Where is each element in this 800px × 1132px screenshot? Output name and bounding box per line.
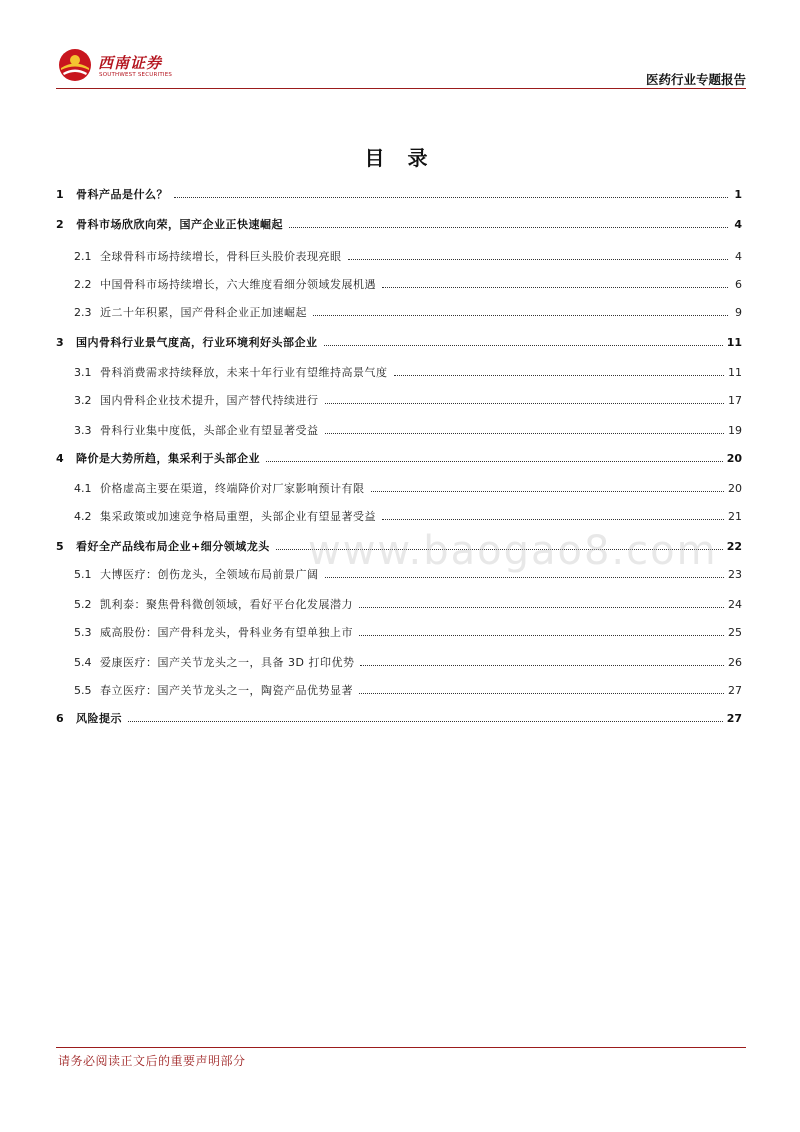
footer-disclaimer: 请务必阅读正文后的重要声明部分 — [58, 1054, 246, 1068]
header-divider — [56, 88, 746, 89]
toc-entry-page-number: 20 — [728, 482, 742, 495]
toc-dot-leader — [348, 259, 729, 260]
toc-entry-title: 中国骨科市场持续增长，六大维度看细分领域发展机遇 — [100, 278, 376, 291]
toc-heading: 目 录 — [364, 146, 436, 170]
toc-entry-page-number: 17 — [728, 394, 742, 407]
toc-entry-title: 骨科行业集中度低，头部企业有望显著受益 — [100, 424, 319, 437]
toc-entry-page-number: 19 — [728, 424, 742, 437]
toc-dot-leader — [360, 665, 724, 666]
toc-entry-page-number: 4 — [734, 218, 742, 231]
toc-entry-number: 2.2 — [74, 278, 92, 291]
toc-entry-number: 5.1 — [74, 568, 92, 581]
toc-dot-leader — [174, 197, 728, 198]
toc-dot-leader — [313, 315, 728, 316]
toc-entry-2-3[interactable] — [56, 304, 742, 324]
toc-entry-page-number: 11 — [728, 366, 742, 379]
toc-entry-title: 凯利泰：聚焦骨科微创领域，看好平台化发展潜力 — [100, 598, 353, 611]
toc-dot-leader — [325, 577, 725, 578]
toc-dot-leader — [371, 491, 725, 492]
toc-dot-leader — [266, 461, 723, 462]
toc-entry-2-2[interactable] — [56, 276, 742, 296]
toc-entry-title: 骨科市场欣欣向荣，国产企业正快速崛起 — [76, 218, 283, 231]
toc-entry-title: 全球骨科市场持续增长，骨科巨头股价表现亮眼 — [100, 250, 342, 263]
toc-dot-leader — [325, 403, 725, 404]
toc-dot-leader — [359, 607, 724, 608]
footer-divider — [56, 1047, 746, 1048]
toc-dot-leader — [359, 693, 724, 694]
toc-entry-page-number: 23 — [728, 568, 742, 581]
toc-entry-title: 降价是大势所趋，集采利于头部企业 — [76, 452, 260, 465]
toc-entry-3[interactable] — [56, 334, 742, 354]
toc-entry-page-number: 24 — [728, 598, 742, 611]
toc-entry-page-number: 1 — [734, 188, 742, 201]
logo-sun-icon — [58, 48, 92, 82]
company-logo — [58, 44, 218, 84]
toc-entry-2[interactable] — [56, 216, 742, 236]
toc-entry-6[interactable] — [56, 710, 742, 730]
toc-entry-4-1[interactable] — [56, 480, 742, 500]
toc-entry-page-number: 21 — [728, 510, 742, 523]
logo-english-name: SOUTHWEST SECURITIES — [99, 72, 173, 78]
toc-entry-number: 5.5 — [74, 684, 92, 697]
toc-entry-number: 2 — [56, 218, 64, 231]
toc-entry-page-number: 11 — [726, 336, 742, 349]
toc-entry-number: 4.2 — [74, 510, 92, 523]
report-type-title: 医药行业专题报告 — [645, 72, 746, 87]
toc-entry-title: 威高股份：国产骨科龙头，骨科业务有望单独上市 — [100, 626, 353, 639]
toc-entry-4[interactable] — [56, 450, 742, 470]
toc-entry-title: 集采政策或加速竞争格局重塑，头部企业有望显著受益 — [100, 510, 376, 523]
toc-entry-title: 价格虚高主要在渠道，终端降价对厂家影响预计有限 — [100, 482, 365, 495]
toc-entry-5-5[interactable] — [56, 682, 742, 702]
toc-entry-number: 3.2 — [74, 394, 92, 407]
toc-dot-leader — [394, 375, 725, 376]
toc-entry-number: 5.2 — [74, 598, 92, 611]
toc-dot-leader — [289, 227, 728, 228]
toc-entry-3-3[interactable] — [56, 422, 742, 442]
toc-entry-page-number: 22 — [726, 540, 742, 553]
toc-entry-title: 骨科产品是什么？ — [76, 188, 168, 201]
toc-entry-title: 骨科消费需求持续释放，未来十年行业有望维持高景气度 — [100, 366, 388, 379]
toc-entry-1[interactable] — [56, 186, 742, 206]
toc-dot-leader — [359, 635, 724, 636]
toc-entry-number: 2.1 — [74, 250, 92, 263]
toc-dot-leader — [382, 519, 724, 520]
toc-dot-leader — [382, 287, 728, 288]
toc-entry-number: 6 — [56, 712, 64, 725]
toc-entry-title: 看好全产品线布局企业+细分领域龙头 — [76, 540, 270, 553]
toc-entry-5-3[interactable] — [56, 624, 742, 644]
toc-entry-page-number: 9 — [735, 306, 742, 319]
toc-entry-page-number: 4 — [735, 250, 742, 263]
toc-dot-leader — [128, 721, 723, 722]
toc-entry-title: 大博医疗：创伤龙头，全领域布局前景广阔 — [100, 568, 319, 581]
toc-entry-number: 4 — [56, 452, 64, 465]
toc-entry-title: 春立医疗：国产关节龙头之一，陶瓷产品优势显著 — [100, 684, 353, 697]
toc-dot-leader — [325, 433, 725, 434]
toc-entry-2-1[interactable] — [56, 248, 742, 268]
toc-entry-number: 5.3 — [74, 626, 92, 639]
toc-dot-leader — [324, 345, 723, 346]
toc-entry-5-4[interactable] — [56, 654, 742, 674]
toc-entry-number: 1 — [56, 188, 64, 201]
toc-entry-3-1[interactable] — [56, 364, 742, 384]
toc-entry-number: 5 — [56, 540, 64, 553]
toc-entry-number: 2.3 — [74, 306, 92, 319]
toc-entry-title: 近二十年积累，国产骨科企业正加速崛起 — [100, 306, 307, 319]
toc-entry-title: 国内骨科行业景气度高，行业环境利好头部企业 — [76, 336, 318, 349]
toc-entry-number: 3.3 — [74, 424, 92, 437]
toc-entry-title: 爱康医疗：国产关节龙头之一，具备 3D 打印优势 — [100, 656, 355, 669]
toc-entry-number: 3 — [56, 336, 64, 349]
toc-entry-number: 3.1 — [74, 366, 92, 379]
page-header — [56, 42, 746, 90]
toc-entry-page-number: 20 — [726, 452, 742, 465]
toc-entry-page-number: 26 — [728, 656, 742, 669]
watermark: www.baogao8.com — [308, 528, 718, 574]
toc-entry-title: 国内骨科企业技术提升，国产替代持续进行 — [100, 394, 319, 407]
toc-entry-page-number: 27 — [726, 712, 742, 725]
toc-entry-3-2[interactable] — [56, 392, 742, 412]
toc-entry-number: 4.1 — [74, 482, 92, 495]
toc-entry-4-2[interactable] — [56, 508, 742, 528]
toc-entry-page-number: 6 — [735, 278, 742, 291]
toc-entry-page-number: 25 — [728, 626, 742, 639]
toc-entry-5-2[interactable] — [56, 596, 742, 616]
toc-entry-number: 5.4 — [74, 656, 92, 669]
toc-entry-page-number: 27 — [728, 684, 742, 697]
logo-chinese-name: 西南证券 — [98, 54, 163, 72]
toc-entry-title: 风险提示 — [76, 712, 122, 725]
